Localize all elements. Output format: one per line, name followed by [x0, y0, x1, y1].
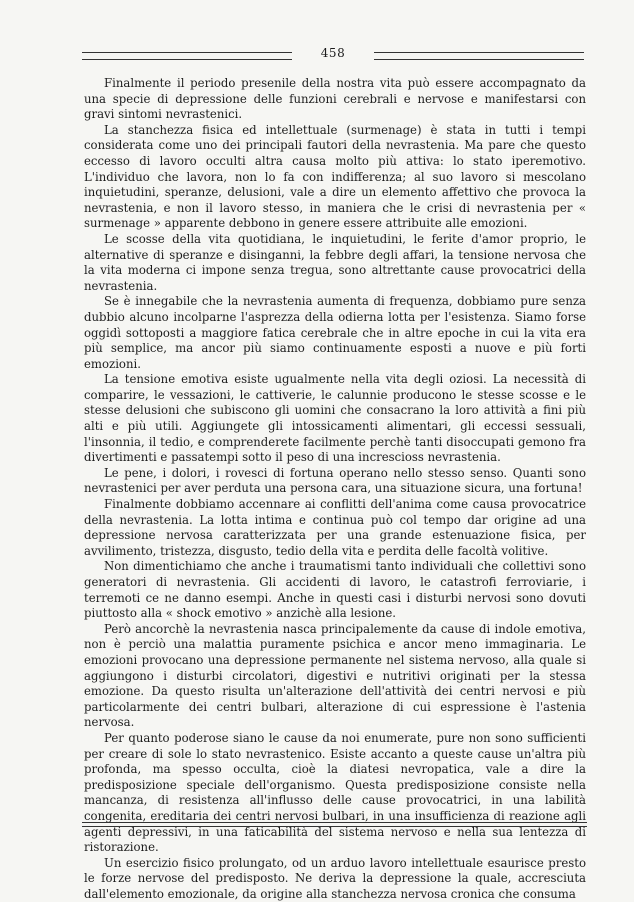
header-rule-right [374, 52, 584, 60]
paragraph-9: Però ancorchè la nevrastenia nasca principalemente da cause di indole emotiva, non è perciò una malattia puramente psichica e ancor meno immaginaria. Le emozioni provocano una depressione permanente nel sistema nervoso, alla quale si aggiungono i disturbi circolatori, digestivi e nutritivi originati per la stessa emozione. Da questo risulta un'alterazione dell'attività dei centri nervosi e più particolarmente dei centri bulbari, alterazione di cui espressione è l'astenia nervosa. [84, 621, 586, 730]
footer-line-bottom [82, 826, 587, 827]
paragraph-8: Non dimentichiamo che anche i traumatismi tanto individuali che collettivi sono generatori di nevrastenia. Gli accidenti di lavoro, le catastrofi ferroviarie, i terremoti ce ne danno esempi. Anche in questi casi i disturbi nervosi sono dovuti piuttosto alla « shock emotivo » anzichè alla lesione. [84, 559, 586, 621]
paragraph-3: Le scosse della vita quotidiana, le inquietudini, le ferite d'amor proprio, le alternative di speranze e disinganni, la febbre degli affari, la tensione nervosa che la vita moderna ci impone senza tregua, sono altrettante cause provocatrici della nevrastenia. [84, 231, 586, 293]
body-text [84, 76, 586, 902]
paragraph-4: Se è innegabile che la nevrastenia aumenta di frequenza, dobbiamo pure senza dubbio alcuno incolparne l'asprezza della odierna lotta per l'esistenza. Siamo forse oggidì sottoposti a maggiore fatica cerebrale che in altre epoche in cui la vita era più semplice, ma ancor più siamo continuamente esposti a nuove e più forti emozioni. [84, 294, 586, 371]
paragraph-6: Le pene, i dolori, i rovesci di fortuna operano nello stesso senso. Quanti sono nevrastenici per aver perduta una persona cara, una situazione sicura, una fortuna! [84, 465, 586, 496]
footer-line-top [82, 822, 587, 823]
paragraph-7: Finalmente dobbiamo accennare ai conflitti dell'anima come causa provocatrice della nevrastenia. La lotta intima e continua può col tempo dar origine ad una depressione nervosa caratterizzata per una grande estenuazione fisica, per avvilimento, tristezza, disgusto, tedio della vita e perdita delle facoltà volitive. [84, 497, 586, 558]
paragraph-1: Finalmente il periodo presenile della nostra vita può essere accompagnato da una specie di depressione delle funzioni cerebrali e nervose e manifestarsi con gravi sintomi nevrastenici. [84, 76, 586, 122]
page-header [82, 46, 584, 66]
paragraph-5: La tensione emotiva esiste ugualmente nella vita degli oziosi. La necessità di comparire, le vessazioni, le cattiverie, le calunnie producono le stesse scosse e le stesse delusioni che subiscono gli uomini che consacrano la loro attività a fini più alti e più utili. Aggiungete gli intossicamenti alimentari, gli eccessi sessuali, l'insonnia, il tedio, e comprenderete facilmente perchè tanti disoccupati gemono fra divertimenti e passatempi sotto il peso di una increscioss nevrastenia. [84, 372, 586, 465]
page-number: 458 [320, 46, 346, 60]
paragraph-2: La stanchezza fisica ed intellettuale (surmenage) è stata in tutti i tempi considerata come uno dei principali fautori della nevrastenia. Ma pare che questo eccesso di lavoro occulti altra causa molto più attiva: lo stato iperemotivo. L'individuo che lavora, non lo fa con indifferenza; al suo lavoro si mescolano inquietudini, speranze, delusioni, vale a dire un elemento affettivo che provoca la nevrastenia, e non il lavoro stesso, in maniera che le crisi di nevrastenia per « surmenage » apparente debbono in genere essere attribuite alle emozioni. [84, 122, 586, 231]
paragraph-11: Un esercizio fisico prolungato, od un arduo lavoro intellettuale esaurisce presto le forze nervose del predisposto. Ne deriva la depressione la quale, accresciuta dall'elemento emozionale, da origine alla stanchezza nervosa cronica che consuma [84, 855, 586, 901]
page-footer-rule [82, 822, 587, 830]
paragraph-10: Per quanto poderose siano le cause da noi enumerate, pure non sono sufficienti per creare di sole lo stato nevrastenico. Esiste accanto a queste cause un'altra più profonda, ma spesso occulta, cioè la diatesi nevropatica, vale a dire la predisposizione speciale dell'organismo. Questa predisposizione consiste nella mancanza, di resistenza all'influsso delle cause provocatrici, in una labilità congenita, ereditaria dei centri nervosi bulbari, in una insufficienza di reazione agli agenti depressivi, in una faticabilità del sistema nervoso e nella sua lentezza di ristorazione. [84, 730, 586, 855]
